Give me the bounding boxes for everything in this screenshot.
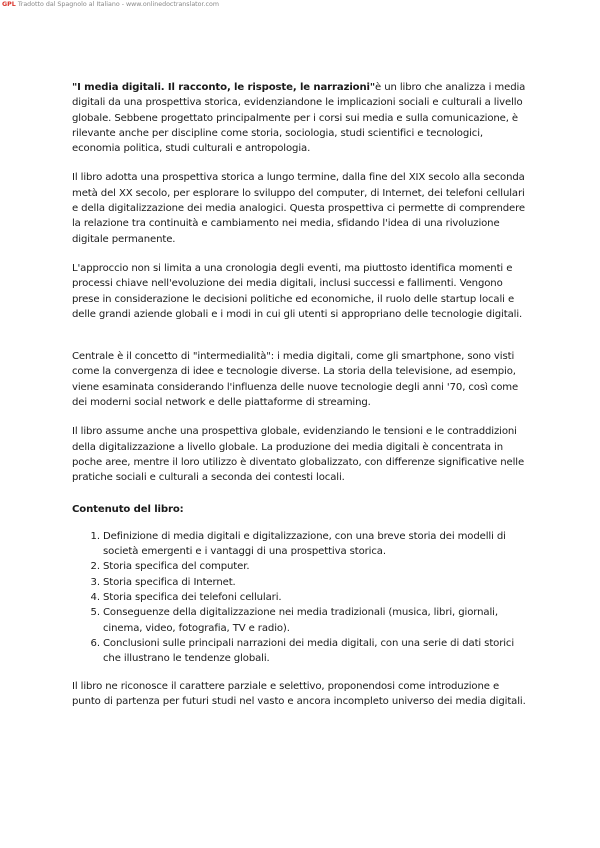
paragraph-approach: L'approccio non si limita a una cronologia degli eventi, ma piuttosto identifica momenti e processi chiave nell'evoluzione dei media digitali, inclusi successi e fallimenti. Vengono prese in considerazione le decisioni politiche ed economiche, il ruolo delle startup locali e delle grandi aziende globali e i modi in cui gli utenti si appropriano delle tecnologie digitali.	[72, 262, 523, 320]
list-item: 3. Storia specifica di Internet.	[103, 575, 530, 590]
intro-paragraph	[72, 80, 530, 156]
list-item: 6. Conclusioni sulle principali narrazioni dei media digitali, con una serie di dati storici che illustrano le tendenze globali.	[103, 636, 530, 667]
list-item: 2. Storia specifica del computer.	[103, 559, 530, 574]
paragraph-intermediality: Centrale è il concetto di "intermedialità": i media digitali, come gli smartphone, sono visti come la convergenza di idee e tecnologie diverse. La storia della televisione, ad esempio, viene esaminata considerando l'influenza delle nuove tecnologie degli anni '70, così come dei moderni social network e delle piattaforme di streaming.	[72, 351, 519, 409]
book-title: "I media digitali. Il racconto, le risposte, le narrazioni"	[72, 82, 376, 93]
translator-watermark	[2, 0, 219, 9]
list-item: 1. Definizione di media digitali e digitalizzazione, con una breve storia dei modelli di società emergenti e i vantaggi di una prospettiva storica.	[103, 529, 530, 560]
intro-text: è un libro che analizza i media digitali da una prospettiva storica, evidenziandone le implicazioni sociali e culturali a livello globale. Sebbene progettato principalmente per i corsi sui media e sulla comunicazione, è rilevante anche per discipline come storia, sociologia, studi scientifici e tecnologici, economia politica, studi culturali e antropologia.	[72, 82, 526, 155]
translator-logo: GPL	[2, 1, 16, 8]
contents-list	[72, 529, 530, 667]
watermark-text: Tradotto dal Spagnolo al Italiano - www.onlinedoctranslator.com	[17, 1, 219, 8]
contents-heading: Contenuto del libro:	[72, 503, 184, 515]
paragraph-historical-perspective: Il libro adotta una prospettiva storica a lungo termine, dalla fine del XIX secolo alla seconda metà del XX secolo, per esplorare lo sviluppo del computer, di Internet, dei telefoni cellulari e della digitalizzazione dei media analogici. Questa prospettiva ci permette di comprendere la relazione tra continuità e cambiamento nei media, sfidando l'idea di una rivoluzione digitale permanente.	[72, 172, 526, 245]
paragraph-global-perspective: Il libro assume anche una prospettiva globale, evidenziando le tensioni e le contraddizioni della digitalizzazione a livello globale. La produzione dei media digitali è concentrata in poche aree, mentre il loro utilizzo è diventato globalizzato, con differenze significative nelle pratiche sociali e culturali a seconda dei contesti locali.	[72, 426, 525, 484]
list-item: 5. Conseguenze della digitalizzazione nei media tradizionali (musica, libri, giornali, cinema, video, fotografia, TV e radio).	[103, 605, 530, 636]
document-body	[72, 80, 530, 709]
list-item: 4. Storia specifica dei telefoni cellulari.	[103, 590, 530, 605]
closing-paragraph: Il libro ne riconosce il carattere parziale e selettivo, proponendosi come introduzione e punto di partenza per futuri studi nel vasto e ancora incompleto universo dei media digitali.	[72, 680, 526, 707]
